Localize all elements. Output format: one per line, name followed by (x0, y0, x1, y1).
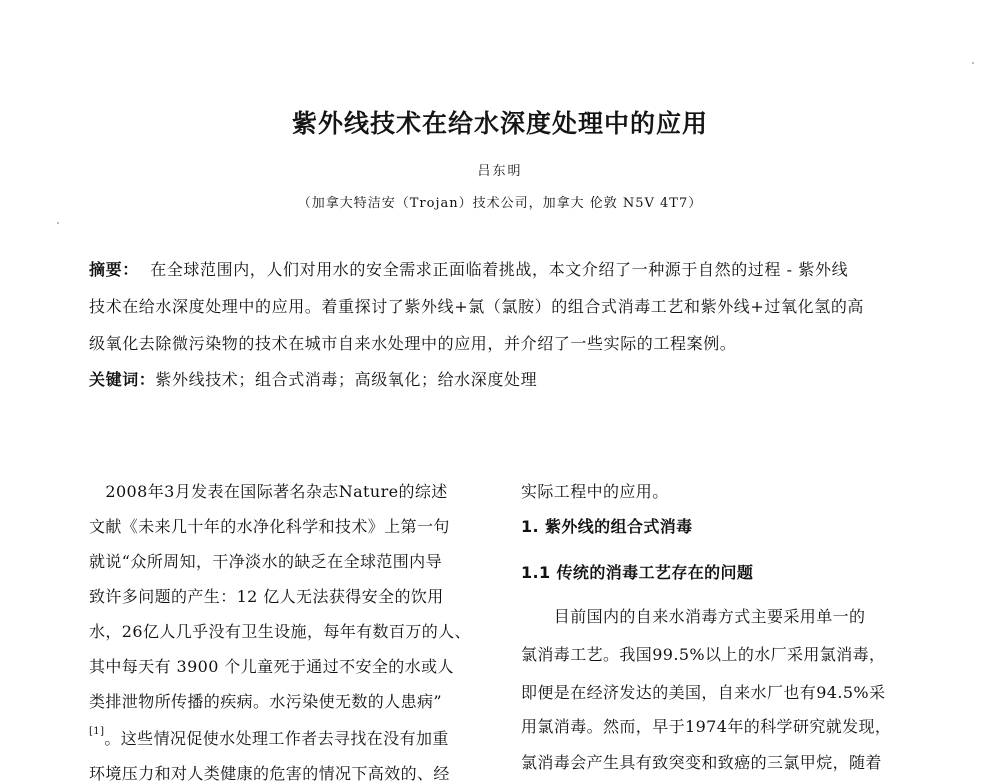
body-line: 就说“众所周知，干净淡水的缺乏在全球范围内导 (89, 552, 442, 571)
body-line: 用氯消毒。然而，早于1974年的科学研究就发现， (521, 717, 892, 736)
body-line: 2008年3月发表在国际著名杂志Nature的综述 (89, 482, 448, 501)
body-line: 实际工程中的应用。 (521, 482, 669, 501)
abstract-line: 摘要： 在全球范围内，人们对用水的安全需求正面临着挑战，本文介绍了一种源于自然的过程 - 紫外线 (89, 260, 849, 279)
body-line: 氯消毒会产生具有致突变和致癌的三氯甲烷，随着 (521, 753, 882, 772)
body-line: 致许多问题的产生：12 亿人无法获得安全的饮用 (89, 587, 444, 606)
body-line: 水，26亿人几乎没有卫生设施，每年有数百万的人、 (89, 622, 471, 641)
citation-ref: [1] (89, 726, 105, 737)
scan-speck (57, 222, 59, 224)
abstract-label: 摘要： (89, 260, 139, 279)
keywords-label: 关键词： (89, 370, 156, 389)
body-line: 类排泄物所传播的疾病。水污染使无数的人患病” (89, 692, 442, 711)
body-line: 文献《未来几十年的水净化科学和技术》上第一句 (89, 517, 450, 536)
keywords-line (89, 367, 537, 390)
paper-title: 紫外线技术在给水深度处理中的应用 (291, 109, 708, 138)
body-line: 目前国内的自来水消毒方式主要采用单一的 (521, 607, 866, 626)
body-line: 环境压力和对人类健康的危害的情况下高效的、经 (89, 764, 450, 783)
subsection-heading: 1.1 传统的消毒工艺存在的问题 (521, 563, 754, 582)
body-line: 氯消毒工艺。我国99.5%以上的水厂采用氯消毒， (521, 645, 886, 664)
author-affiliation: （加拿大特洁安（Trojan）技术公司，加拿大 伦敦 N5V 4T7） (297, 196, 703, 211)
scan-speck (972, 62, 974, 64)
body-line: 即便是在经济发达的美国，自来水厂也有94.5%采 (521, 683, 886, 702)
keywords: 紫外线技术；组合式消毒；高级氧化；给水深度处理 (155, 370, 538, 389)
body-line: 其中每天有 3900 个儿童死于通过不安全的水或人 (89, 657, 454, 676)
body-line: [1]。这些情况促使水处理工作者去寻找在没有加重 (89, 726, 449, 748)
abstract-line: 技术在给水深度处理中的应用。着重探讨了紫外线+氯（氯胺）的组合式消毒工艺和紫外线+过氧化氢的高 (89, 297, 865, 316)
abstract-line: 级氧化去除微污染物的技术在城市自来水处理中的应用，并介绍了一些实际的工程案例。 (89, 334, 737, 353)
section-heading: 1. 紫外线的组合式消毒 (521, 517, 693, 536)
author-name: 吕东明 (477, 164, 523, 179)
